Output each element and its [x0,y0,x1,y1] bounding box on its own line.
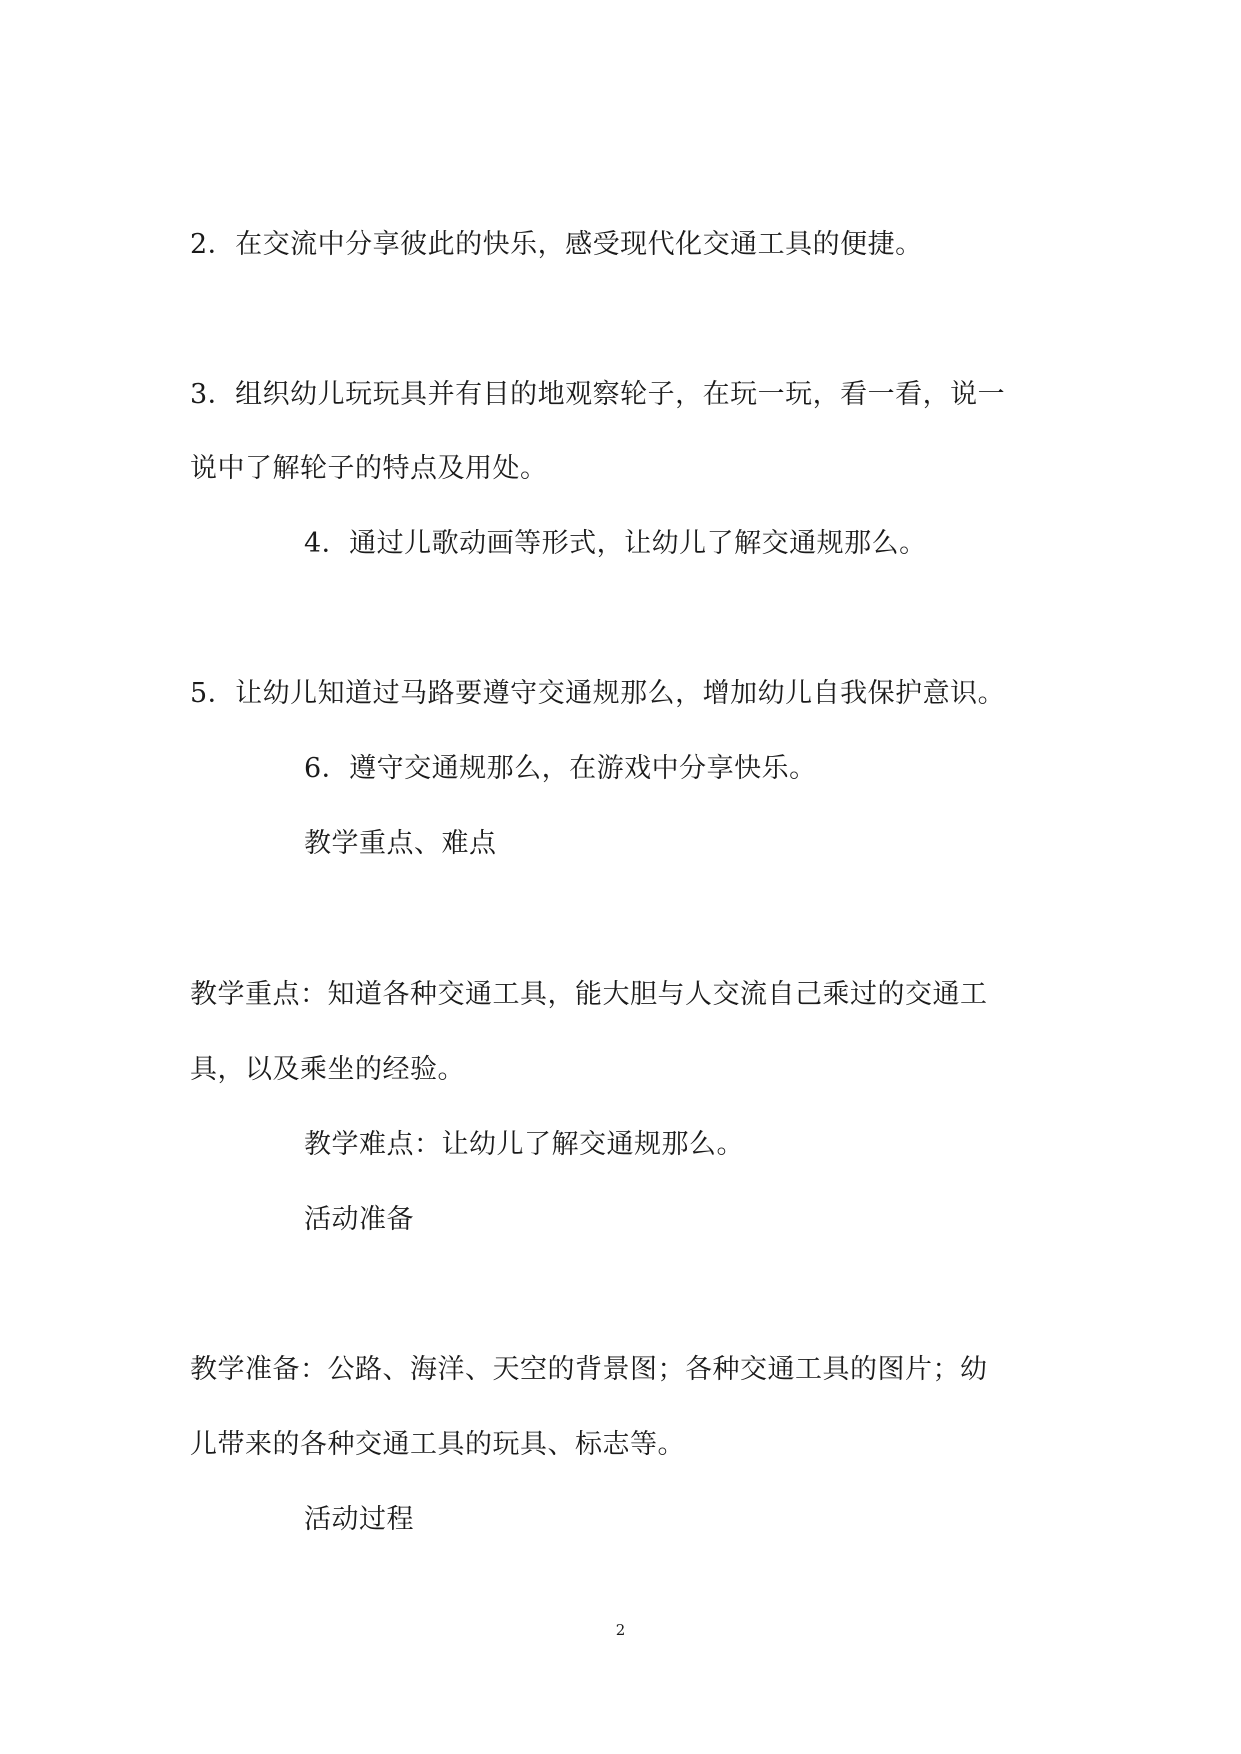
section-heading-preparation: 活动准备 [304,1204,414,1235]
preparation-line-2: 儿带来的各种交通工具的玩具、标志等。 [190,1429,685,1460]
section-heading-process: 活动过程 [304,1504,414,1535]
page-number: 2 [615,1621,626,1639]
objective-3-line-1: 3．组织幼儿玩玩具并有目的地观察轮子，在玩一玩，看一看，说一 [190,379,1006,410]
objective-3-line-2: 说中了解轮子的特点及用处。 [190,453,548,484]
section-heading-key-points: 教学重点、难点 [304,828,497,859]
objective-5-line: 5．让幼儿知道过马路要遵守交通规那么，增加幼儿自我保护意识。 [190,678,1006,709]
objective-6-line: 6．遵守交通规那么，在游戏中分享快乐。 [304,753,817,784]
key-point-line-2: 具，以及乘坐的经验。 [190,1054,465,1085]
preparation-line-1: 教学准备：公路、海洋、天空的背景图；各种交通工具的图片；幼 [190,1354,988,1385]
difficulty-line: 教学难点：让幼儿了解交通规那么。 [304,1129,744,1160]
objective-2-line: 2．在交流中分享彼此的快乐，感受现代化交通工具的便捷。 [190,229,923,260]
key-point-line-1: 教学重点：知道各种交通工具，能大胆与人交流自己乘过的交通工 [190,979,988,1010]
objective-4-line: 4．通过儿歌动画等形式，让幼儿了解交通规那么。 [304,528,927,559]
